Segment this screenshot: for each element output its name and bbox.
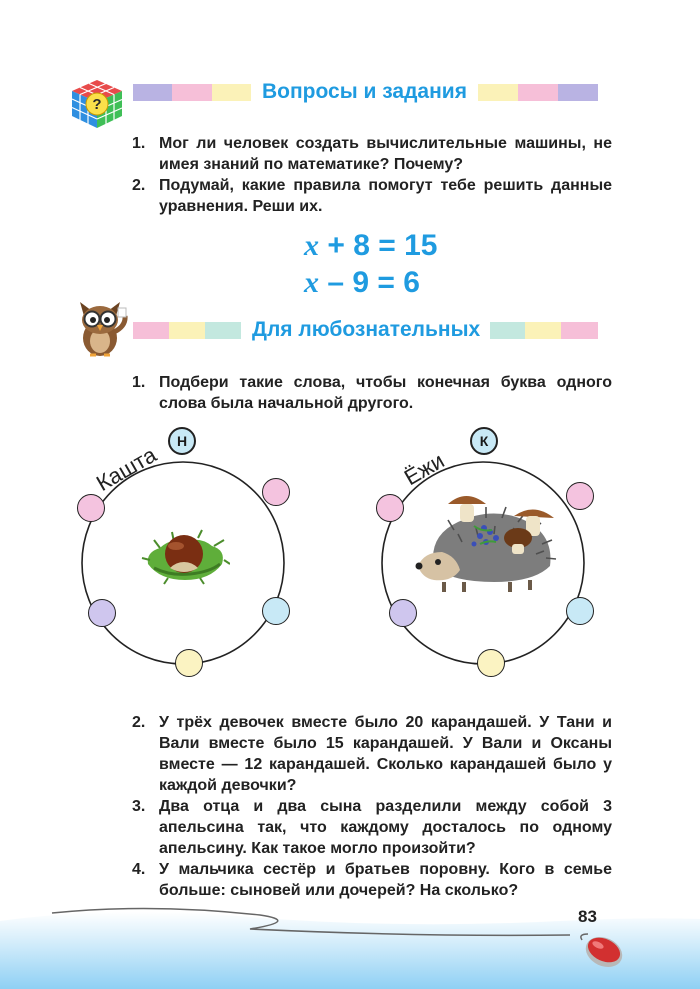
section-title-questions: Вопросы и задания	[252, 80, 477, 104]
puzzle-word: Кашта	[91, 441, 161, 496]
answer-bubble[interactable]	[262, 478, 290, 506]
answer-bubble[interactable]	[88, 599, 116, 627]
puzzle-letter: Н	[176, 433, 188, 449]
question-number: 2.	[132, 714, 146, 731]
question-1	[132, 133, 612, 175]
header-stripe-right	[478, 84, 598, 101]
question-number: 3.	[132, 798, 146, 815]
answer-bubble[interactable]	[376, 494, 404, 522]
equation-rest: + 8 = 15	[319, 229, 438, 262]
question-text: Мог ли человек создать вычислительные машины, не имея знаний по математике? Почему?	[159, 135, 612, 173]
equation-variable: x	[304, 266, 319, 299]
answer-bubble[interactable]	[77, 494, 105, 522]
answer-bubble[interactable]	[566, 482, 594, 510]
question-text: Два отца и два сына разделили между собой 3 апельсина так, что каждому досталось по одному апельсину. Как такое могло произойти?	[159, 798, 612, 857]
answer-bubble[interactable]	[477, 649, 505, 677]
computer-mouse-icon	[580, 930, 628, 970]
equation-1	[304, 229, 437, 263]
question-number: 4.	[132, 861, 146, 878]
header-stripe-right	[488, 322, 598, 339]
question-curious-1	[132, 372, 612, 414]
answer-bubble[interactable]	[389, 599, 417, 627]
question-text: Подбери такие слова, чтобы конечная буква одного слова была начальной другого.	[159, 374, 612, 412]
page-number: 83	[578, 907, 597, 926]
question-curious-4	[132, 859, 612, 901]
chestnut-picture	[140, 524, 230, 586]
question-number: 1.	[132, 374, 146, 391]
owl-icon	[70, 298, 130, 358]
question-2	[132, 175, 612, 217]
equation-variable: x	[304, 229, 319, 262]
question-text: У мальчика сестёр и братьев поровну. Кого в семье больше: сыновей или дочерей? На сколько?	[159, 861, 612, 899]
question-curious-3	[132, 796, 612, 859]
question-number: 2.	[132, 177, 146, 194]
header-stripe-left	[133, 322, 241, 339]
answer-bubble[interactable]	[566, 597, 594, 625]
header-stripe-left	[133, 84, 251, 101]
question-number: 1.	[132, 135, 146, 152]
equation-2	[304, 266, 420, 300]
question-curious-2	[132, 712, 612, 796]
puzzle-letter-left	[168, 427, 196, 455]
svg-text:?: ?	[92, 96, 102, 113]
puzzle-word: Ёжи	[399, 447, 449, 491]
rubik-cube-question-icon	[68, 78, 126, 130]
section-title-curious: Для любознательных	[242, 318, 490, 342]
answer-bubble[interactable]	[262, 597, 290, 625]
puzzle-letter-right	[470, 427, 498, 455]
answer-bubble[interactable]	[175, 649, 203, 677]
puzzle-letter: К	[479, 433, 489, 449]
question-text: У трёх девочек вместе было 20 карандашей. У Тани и Вали вместе было 15 карандашей. У Вали и Оксаны вместе — 12 карандашей. Сколько карандашей было у каждой девочки?	[159, 714, 612, 794]
equation-rest: – 9 = 6	[319, 266, 420, 299]
question-text: Подумай, какие правила помогут тебе решить данные уравнения. Реши их.	[159, 177, 612, 215]
hedgehog-picture	[414, 486, 564, 596]
